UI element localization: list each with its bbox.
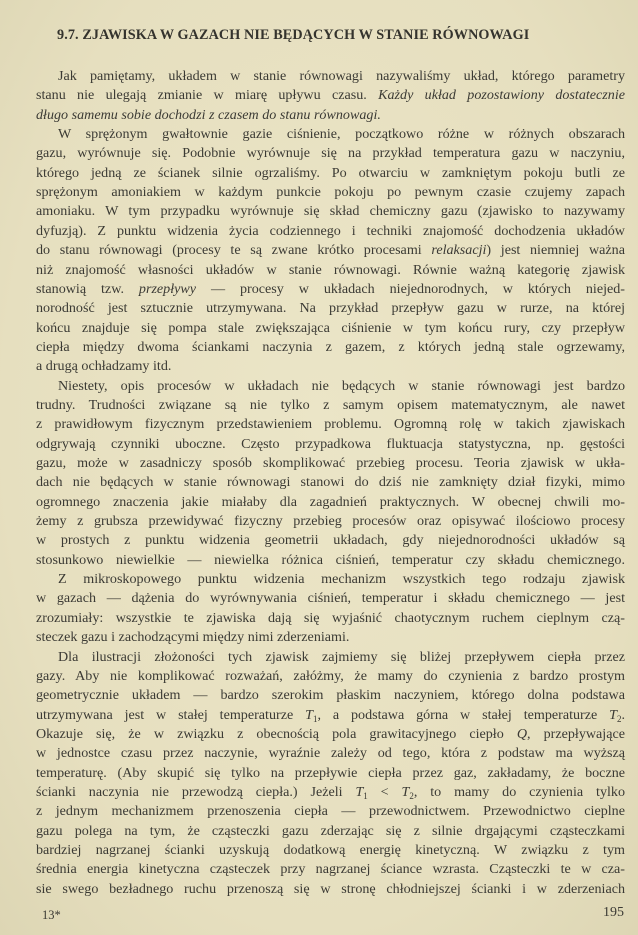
text-segment: utrzymywana jest w stałej temperaturze bbox=[36, 706, 306, 723]
text-line bbox=[36, 628, 625, 646]
text-line bbox=[36, 106, 625, 124]
text-line bbox=[36, 822, 625, 840]
italic-text: T bbox=[305, 706, 313, 723]
subscript: 2 bbox=[616, 713, 622, 724]
text-segment: niż znajomość własności układów w stanie równowagi. Równie ważną kategorię zjawisk bbox=[36, 261, 625, 278]
text-segment: stanu nie ulegają zmianie w miarę upływu czasu. bbox=[36, 87, 379, 104]
text-line bbox=[36, 802, 625, 820]
text-line bbox=[36, 280, 625, 298]
sheet-signature: 13* bbox=[42, 908, 61, 922]
text-segment: steczek gazu i zachodzącymi między nimi zderzeniami. bbox=[36, 629, 350, 646]
text-line bbox=[36, 744, 625, 762]
subscript: 2 bbox=[409, 790, 414, 801]
text-line bbox=[36, 222, 625, 240]
text-line bbox=[36, 164, 625, 182]
text-line bbox=[36, 667, 625, 685]
text-segment: z jednym mechanizmem przenoszenia ciepła — przewodnictwem. Przewodnictwo cieplne bbox=[36, 803, 625, 820]
text-segment: w prostych z punktu widzenia geometrii układach, gdy niejednorodności układów są bbox=[36, 532, 625, 549]
italic-text: przepływy bbox=[138, 280, 197, 297]
text-segment: sprężonym amoniakiem w każdym punkcie pokoju po pewnym czasie czujemy zapach bbox=[36, 184, 625, 201]
text-segment: , to mamy do czynienia tylko bbox=[413, 783, 625, 800]
text-segment: w jednostce czasu przez naczynie, wyraźnie zależy od tego, która z podstaw ma wyższą bbox=[36, 745, 625, 762]
text-segment: < bbox=[367, 783, 402, 800]
text-segment: odgrywają czynniki uboczne. Często przypadkowa fluktuacja statystyczna, np. gęstości bbox=[36, 435, 625, 452]
italic-text: T bbox=[609, 706, 617, 723]
page-number: 195 bbox=[603, 905, 624, 920]
text-line bbox=[36, 415, 625, 433]
italic-text: Q bbox=[516, 725, 528, 742]
italic-text: relaksacji bbox=[431, 242, 487, 259]
text-line bbox=[36, 551, 625, 569]
italic-text: T bbox=[355, 783, 364, 800]
text-line bbox=[58, 648, 625, 666]
text-segment: Okazuje się, że w związku z obecnością pola grawitacyjnego ciepło bbox=[36, 725, 517, 742]
text-line bbox=[36, 299, 625, 317]
text-line bbox=[36, 86, 625, 104]
text-line bbox=[58, 570, 625, 588]
text-segment: — procesy w układach niejednorodnych, w których niejed- bbox=[196, 280, 625, 297]
text-segment: z prawidłowym fizycznym przedstawieniem problemu. Ogromną rolę w takich zjawiskach bbox=[36, 416, 625, 433]
text-line bbox=[36, 202, 625, 220]
text-line bbox=[36, 686, 625, 704]
text-segment: amoniaku. W tym przypadku wyrównuje się skład chemiczny gazu (zjawisko to nazywamy bbox=[36, 203, 625, 220]
text-line bbox=[36, 261, 625, 279]
text-segment: temperaturę. (Aby skupić się tylko na przepływie ciepła przez gaz, zakładamy, że boczne bbox=[36, 764, 625, 781]
text-segment: norodność jest sztucznie utrzymywana. Na przykład przepływ gazu w rurze, na której bbox=[36, 300, 625, 317]
text-segment: stosunkowo niewielkie — niewielka różnica ciśnień, temperatur czy składu chemicznego. bbox=[36, 551, 625, 568]
text-segment: gazy. Aby nie komplikować rozważań, załóżmy, że mamy do czynienia z bardzo prostym bbox=[36, 667, 625, 684]
text-segment: gazu, wyrównuje się. Podobnie wyrównuje się na przykład temperatura gazu w naczyniu, bbox=[36, 145, 625, 162]
text-line bbox=[36, 860, 625, 878]
text-line bbox=[36, 473, 625, 491]
italic-text: T bbox=[401, 783, 410, 800]
text-segment: ) jest niemniej ważna bbox=[486, 242, 625, 259]
text-line bbox=[36, 183, 625, 201]
text-line bbox=[36, 396, 625, 414]
text-segment: gazu, może w zasadniczy sposób skomplikować przebieg procesu. Teoria zjawisk w ukła- bbox=[36, 455, 625, 471]
text-line bbox=[36, 319, 625, 337]
text-line bbox=[36, 357, 625, 375]
text-segment: ogromnego znaczenia jakie miałaby dla zagadnień praktycznych. W obecnej chwili mo- bbox=[36, 493, 625, 510]
text-segment: w gazach — dążenia do wyrównywania ciśnień, temperatur i składu chemicznego — jest bbox=[36, 590, 625, 607]
text-segment: gazu polega na tym, że cząsteczki gazu zderzając się z silnie drgającymi cząsteczkami bbox=[36, 822, 625, 839]
text-segment: zrozumiały: wszystkie te zjawiska dają się wyjaśnić chaotycznym ruchem cieplnym czą- bbox=[36, 609, 625, 626]
section-heading: 9.7. ZJAWISKA W GAZACH NIE BĘDĄCYCH W STANIE RÓWNOWAGI bbox=[57, 27, 530, 43]
text-line bbox=[36, 764, 625, 782]
text-segment: stanowią tzw. bbox=[36, 280, 139, 297]
text-segment: żemy z grubsza przewidywać fizyczny przebieg procesów oraz opisywać ilościowo procesy bbox=[36, 513, 625, 530]
text-line bbox=[36, 880, 625, 898]
text-segment: Niestety, opis procesów w układach nie będących w stanie równowagi jest bardzo bbox=[58, 377, 625, 394]
text-segment: trudny. Trudności związane są nie tylko z samym opisem matematycznym, ale nawet bbox=[36, 396, 625, 413]
text-segment: a drugą ochładzamy itd. bbox=[36, 358, 172, 375]
text-segment: dach nie będących w stanie równowagi stanowi do dziś nie zamknięty dział fizyki, mimo bbox=[36, 474, 625, 491]
text-line bbox=[36, 241, 625, 259]
text-segment: , przepływające bbox=[527, 725, 625, 742]
text-segment: końcu znajduje się pompa stale zwiększająca ciśnienie w tym końcu rury, czy przepływ bbox=[36, 319, 625, 336]
text-segment: Jak pamiętamy, układem w stanie równowagi nazywaliśmy układ, którego parametry bbox=[58, 68, 625, 84]
italic-text: długo samemu sobie dochodzi z czasem do stanu równowagi. bbox=[36, 106, 381, 123]
text-line bbox=[36, 725, 625, 743]
text-line bbox=[58, 377, 625, 395]
text-segment: ciepła między dwoma ściankami naczynia z gazem, z których jedną stale ogrzewamy, bbox=[36, 338, 625, 355]
text-segment: bardziej nagrzanej ścianki uzyskują dodatkową energię kinetyczną. W związku z tym bbox=[36, 842, 625, 858]
text-line bbox=[36, 493, 625, 511]
text-line bbox=[36, 338, 625, 356]
text-segment: , a podstawa górna w stałej temperaturze bbox=[317, 706, 610, 723]
text-line bbox=[36, 454, 625, 472]
text-line bbox=[36, 512, 625, 530]
text-segment: ścianki naczynia nie przewodzą ciepła.) Jeżeli bbox=[36, 783, 356, 800]
text-line bbox=[36, 841, 625, 859]
text-segment: W sprężonym gwałtownie gazie ciśnienie, początkowo różne w różnych obszarach bbox=[58, 126, 625, 143]
text-line bbox=[36, 435, 625, 453]
text-line bbox=[36, 531, 625, 549]
text-segment: Z mikroskopowego punktu widzenia mechanizm wszystkich tego rodzaju zjawisk bbox=[58, 571, 625, 588]
italic-text: Każdy układ pozostawiony dostatecznie bbox=[378, 87, 625, 104]
text-line bbox=[58, 67, 625, 85]
text-line bbox=[36, 589, 625, 607]
text-segment: średnia energia kinetyczna cząsteczek przy nagrzanej ściance wzrasta. Cząsteczki te w cza- bbox=[36, 861, 625, 878]
text-line bbox=[58, 125, 625, 143]
text-segment: geometrycznie układem — bardzo szerokim płaskim naczyniem, którego dolna podstawa bbox=[36, 687, 625, 704]
text-segment: którego jedną ze ścianek silnie ogrzaliśmy. Po otwarciu w zamkniętym pokoju butli ze bbox=[36, 164, 625, 181]
subscript: 1 bbox=[312, 713, 318, 724]
text-segment: dyfuzją). Z punktu widzenia życia codziennego i techniki znajomość dochodzenia układów bbox=[36, 222, 625, 239]
text-segment: Dla ilustracji złożoności tych zjawisk zajmiemy się bliżej przepływem ciepła przez bbox=[58, 648, 625, 665]
subscript: 1 bbox=[363, 790, 368, 801]
text-line bbox=[36, 144, 625, 162]
text-segment: . bbox=[621, 706, 625, 723]
text-segment: sie swego bezładnego ruchu przenoszą się w stronę chłodniejszej ścianki i w zderzeniach bbox=[36, 880, 625, 897]
text-segment: do stanu równowagi (procesy te są zwane krótko procesami bbox=[36, 242, 432, 259]
text-line bbox=[36, 609, 625, 627]
